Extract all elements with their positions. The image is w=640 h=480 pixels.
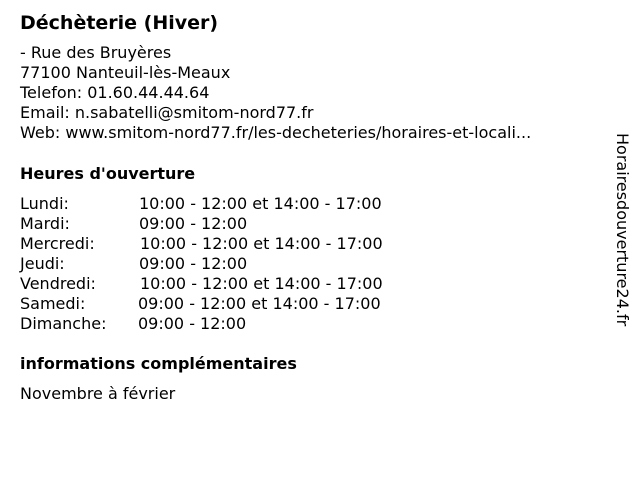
brand-watermark (612, 133, 632, 373)
address-block (20, 43, 531, 143)
phone-line[interactable]: Telefon: 01.60.44.44.64 (20, 83, 210, 102)
web-line[interactable]: Web: www.smitom-nord77.fr/les-decheteries/horaires-et-locali... (20, 123, 532, 142)
day-label: Vendredi: (20, 274, 96, 293)
opening-hours-heading: Heures d'ouverture (20, 164, 196, 183)
page-title: Déchèterie (Hiver) (20, 12, 219, 34)
additional-info-heading: informations complémentaires (20, 354, 297, 373)
street-line: - Rue des Bruyères (20, 43, 172, 62)
time-range: 10:00 - 12:00 et 14:00 - 17:00 (140, 274, 383, 293)
day-label: Samedi: (20, 294, 86, 313)
additional-info-text: Novembre à février (20, 384, 176, 403)
day-label: Lundi: (20, 194, 69, 213)
city-line: 77100 Nanteuil-lès-Meaux (20, 63, 231, 82)
time-range: 09:00 - 12:00 (139, 254, 248, 273)
day-label: Jeudi: (20, 254, 65, 273)
email-line[interactable]: Email: n.sabatelli@smitom-nord77.fr (20, 103, 314, 122)
time-range: 09:00 - 12:00 (139, 214, 248, 233)
time-range: 10:00 - 12:00 et 14:00 - 17:00 (139, 194, 382, 213)
day-label: Mercredi: (20, 234, 95, 253)
day-label: Dimanche: (20, 314, 107, 333)
brand-text: Horairesdouverture24.fr (613, 133, 632, 327)
time-range: 09:00 - 12:00 (138, 314, 247, 333)
time-range: 10:00 - 12:00 et 14:00 - 17:00 (140, 234, 383, 253)
time-range: 09:00 - 12:00 et 14:00 - 17:00 (138, 294, 381, 313)
day-label: Mardi: (20, 214, 70, 233)
